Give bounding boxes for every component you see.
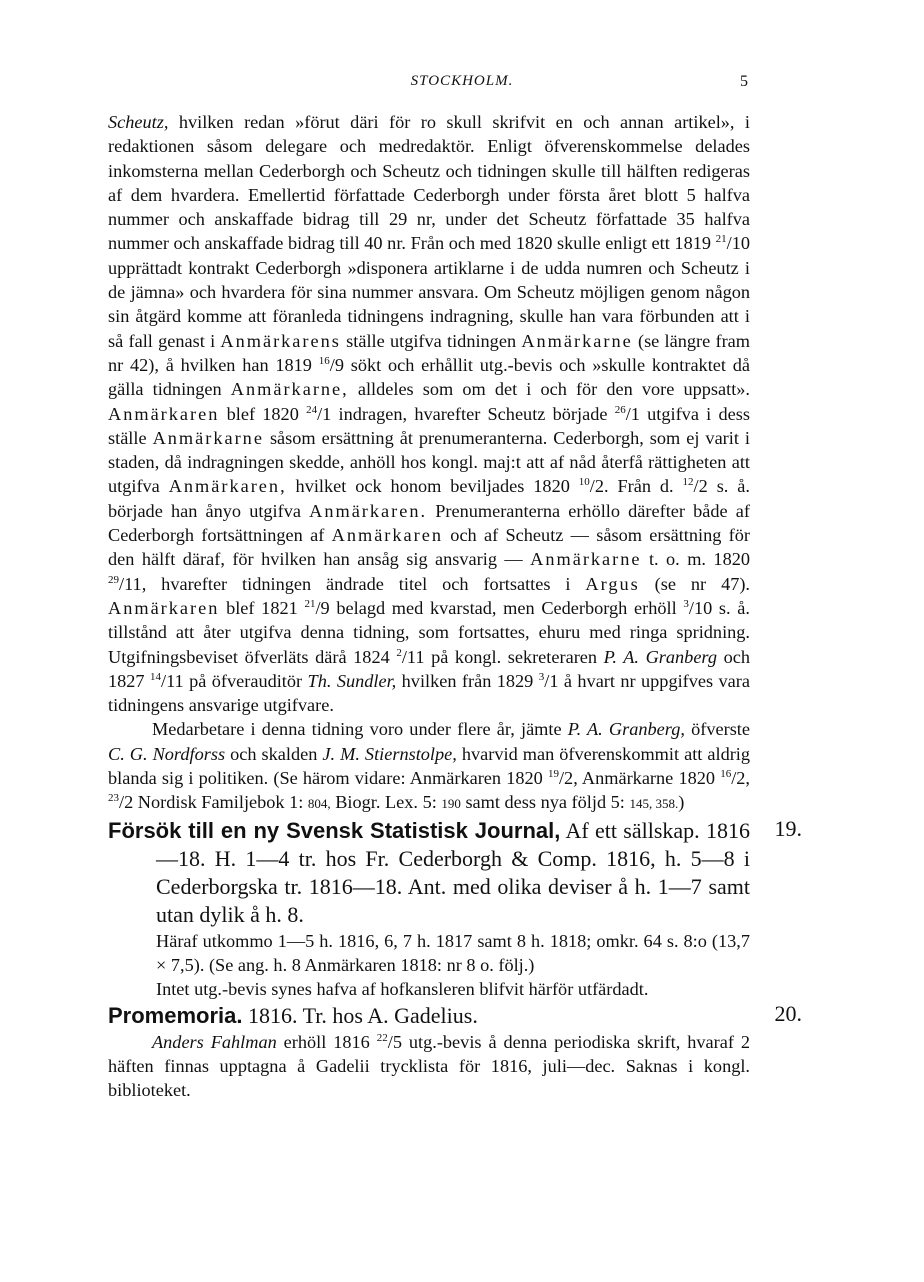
text-segment: hvilket ock honom beviljades 1820 — [286, 476, 579, 497]
fraction-denominator: /1 — [544, 670, 559, 691]
entry-description: 1816. Tr. hos A. Gadelius. — [242, 1002, 478, 1028]
fraction-denominator: /11 — [119, 573, 142, 594]
text-segment: indragen, hvarefter Scheutz började — [331, 403, 615, 424]
title-anmarkarne: Anmärkarne — [530, 549, 642, 570]
title-anmarkarne: Anmärkarne — [152, 427, 264, 448]
fraction-denominator: /2 — [589, 476, 604, 497]
text-segment: s. å. tillstånd att åter utgifva denna tidning, som fortsattes, ehuru med ringa spridning. Utgifningsbeviset öfverläts därå 1824 — [108, 597, 750, 667]
text-segment: hvilken från 1829 — [396, 670, 539, 691]
text-segment: ) — [678, 792, 685, 813]
text-segment: på öfverauditör — [183, 670, 308, 691]
fraction-numerator: 16 — [318, 354, 330, 367]
title-anmarkaren: Anmärkaren — [108, 403, 220, 424]
fraction-numerator: 22 — [376, 1031, 388, 1044]
reference-page: 804, — [307, 796, 331, 812]
fraction-numerator: 21 — [304, 597, 316, 610]
text-segment: (se nr 47). — [639, 573, 751, 594]
text-segment: öfverste — [684, 719, 750, 740]
entry-heading — [108, 817, 750, 929]
fraction-numerator: 14 — [149, 670, 161, 683]
fraction-numerator: 24 — [306, 403, 318, 416]
fraction-numerator: 3 — [683, 597, 689, 610]
fraction-numerator: 29 — [108, 573, 119, 586]
paragraph-anmarkaren-history — [108, 110, 750, 717]
name-sundler: Th. Sundler, — [307, 670, 397, 691]
bibliography-entry-20 — [108, 1000, 802, 1103]
fraction-numerator: 21 — [715, 233, 727, 246]
text-segment: , Anmärkarne 1820 — [573, 768, 721, 789]
text-segment: ställe utgifva tidningen — [340, 330, 522, 351]
fraction-denominator: /10 — [726, 233, 750, 254]
entry-heading — [108, 1002, 750, 1030]
name-stiernstolpe: J. M. Stiernstolpe, — [322, 743, 457, 764]
text-segment: hvilken redan »förut däri för ro skull skrifvit en och annan artikel», i redaktionen såsom delegare och medredaktör. Enligt öfverenskommelse delades inkomsterna mellan Cederborgh och Scheutz och tidningen skulle till hälften redigeras af dem hvardera. Emellertid författade Cederborgh under första året blott 5 halfva nummer och anskaffade bidrag till 29 nr, under det Scheutz författade 35 halfva nummer och anskaffade bidrag till 40 nr. Från och med 1820 skulle enligt ett 1819 — [108, 112, 750, 254]
text-segment: . Från d. — [604, 476, 683, 497]
text-segment: (se längre fram nr 42), å hvilken han 1819 — [108, 330, 750, 375]
entry-note: Häraf utkommo 1—5 h. 1816, 6, 7 h. 1817 samt 8 h. 1818; omkr. 64 s. 8:o (13,7 × 7,5). (Se ang. h. 8 Anmärkaren 1818: nr 8 o. följ.) — [156, 930, 750, 975]
text-segment: utg.-bevis å denna periodiska skrift, hvaraf 2 häften finnas upptagna å Gadelii trycklista för 1816, juli—dec. Saknas i kongl. biblioteket. — [108, 1031, 750, 1101]
entry-number: 20. — [774, 1000, 802, 1026]
text-segment: såsom ersättning åt prenumeranterna. Cederborgh, som ej varit i staden, då indragningen skedde, anhöll hos kongl. maj:t att af nåd återfå rättigheten att utgifva — [108, 427, 750, 497]
title-anmarkaren: Anmärkaren — [331, 525, 443, 546]
text-segment: blef 1821 — [219, 597, 305, 618]
fraction-denominator: /2 — [119, 792, 134, 813]
name-granberg: P. A. Granberg — [603, 646, 718, 667]
text-segment: på kongl. sekreteraren — [424, 646, 604, 667]
text-segment: Medarbetare i denna tidning voro under flere år, jämte — [152, 719, 568, 740]
text-segment: Nordisk Familjebok 1: — [133, 792, 308, 813]
running-head: STOCKHOLM. — [410, 73, 514, 89]
name-fahlman: Anders Fahlman — [152, 1031, 277, 1052]
entry-title: Försök till en ny Svensk Statistisk Journal, — [108, 817, 561, 843]
fraction-denominator: /1 — [625, 403, 640, 424]
text-segment: t. o. m. 1820 — [641, 549, 750, 570]
name-scheutz: Scheutz, — [108, 112, 169, 132]
reference-page: 190 — [441, 796, 461, 812]
text-segment: och 1827 — [108, 646, 750, 691]
text-segment: , hvarefter tidningen ändrade titel och fortsattes i — [141, 573, 586, 594]
fraction-numerator: 19 — [547, 767, 559, 780]
fraction-denominator: /2 — [558, 768, 574, 789]
fraction-denominator: /5 — [387, 1031, 402, 1052]
text-segment: Biogr. Lex. 5: — [330, 792, 442, 813]
entry-title: Promemoria. — [108, 1002, 243, 1028]
title-anmarkarens: Anmärkarens — [220, 330, 341, 351]
title-anmarkarne: Anmärkarne — [521, 330, 633, 351]
page-header — [0, 73, 924, 95]
fraction-denominator: /11 — [160, 670, 184, 691]
title-anmarkaren: Anmärkaren — [108, 597, 220, 618]
text-segment: sökt och erhållit utg.-bevis och »skulle kontraktet då gälla tidningen — [108, 354, 750, 400]
title-anmarkarne: Anmärkarne, — [230, 379, 349, 400]
text-segment: , — [745, 768, 750, 789]
text-segment: utgifva i dess ställe — [108, 403, 750, 448]
fraction-denominator: /11 — [401, 646, 425, 667]
text-segment: upprättadt kontrakt Cederborgh »disponera artiklarne i de udda numren och Scheutz i de jämna» och hvardera för sina nummer ansvara. Om Scheutz möjligen genom någon sin åtgärd komme att föranleda tidningens indragning, skulle han vara förbunden att i så fall genast i — [108, 257, 750, 351]
entry-description: Af ett sällskap. 1816—18. H. 1—4 tr. hos Fr. Cederborgh & Comp. 1816, h. 5—8 i Cederborgska tr. 1816—18. Ant. med olika deviser å h. 1—7 samt utan dylik å h. 8. — [156, 817, 750, 927]
text-segment: blef 1820 — [219, 403, 307, 424]
entry-note: Intet utg.-bevis synes hafva af hofkansleren blifvit härför utfärdadt. — [156, 979, 649, 1000]
fraction-denominator: /2 — [693, 476, 708, 497]
fraction-numerator: 10 — [578, 476, 590, 489]
fraction-denominator: /2 — [731, 768, 746, 789]
text-segment: och af Scheutz — såsom ersättning för den hälft däraf, för hvilken han ansåg sig ansvarig — — [108, 525, 750, 570]
text-segment: Prenumeranterna erhöllo därefter både af Cederborgh fortsättningen af — [108, 500, 750, 546]
entry-note — [108, 1030, 750, 1103]
title-anmarkaren: Anmärkaren, — [168, 476, 287, 497]
text-segment: belagd med kvarstad, men Cederborgh erhöll — [329, 597, 684, 618]
fraction-numerator: 23 — [108, 792, 119, 805]
fraction-numerator: 2 — [396, 646, 402, 659]
text-segment: alldeles som om det i och för den vore uppsatt». — [348, 379, 750, 400]
fraction-denominator: /9 — [315, 597, 330, 618]
fraction-denominator: /1 — [317, 403, 332, 424]
fraction-denominator: /9 — [329, 354, 344, 375]
entry-number: 19. — [774, 815, 802, 841]
page-number: 5 — [740, 73, 748, 90]
bibliography-entry-19 — [108, 815, 802, 1002]
text-segment: hvarvid man öfverenskommit att aldrig blanda sig i politiken. (Se härom vidare: Anmärkaren 1820 — [108, 743, 751, 789]
paragraph-contributors — [108, 717, 750, 816]
name-nordforss: C. G. Nordforss — [108, 743, 226, 764]
body-text — [108, 110, 802, 1102]
fraction-numerator: 3 — [538, 670, 545, 683]
text-segment: och skalden — [225, 743, 323, 764]
text-segment: å hvart nr uppgifves vara tidningens ansvarige utgifvare. — [108, 670, 750, 716]
title-argus: Argus — [585, 573, 640, 594]
fraction-denominator: /10 — [688, 597, 713, 618]
text-segment: samt dess nya följd 5: — [460, 792, 630, 813]
name-granberg: P. A. Granberg, — [567, 719, 685, 740]
fraction-numerator: 16 — [720, 767, 732, 780]
fraction-numerator: 12 — [682, 476, 694, 489]
title-anmarkaren: Anmärkaren. — [309, 500, 428, 521]
reference-page: 145, 358. — [629, 796, 679, 812]
text-segment: erhöll 1816 — [276, 1031, 377, 1052]
text-segment: s. å. började han ånyo utgifva — [108, 476, 750, 521]
fraction-numerator: 26 — [614, 403, 626, 416]
